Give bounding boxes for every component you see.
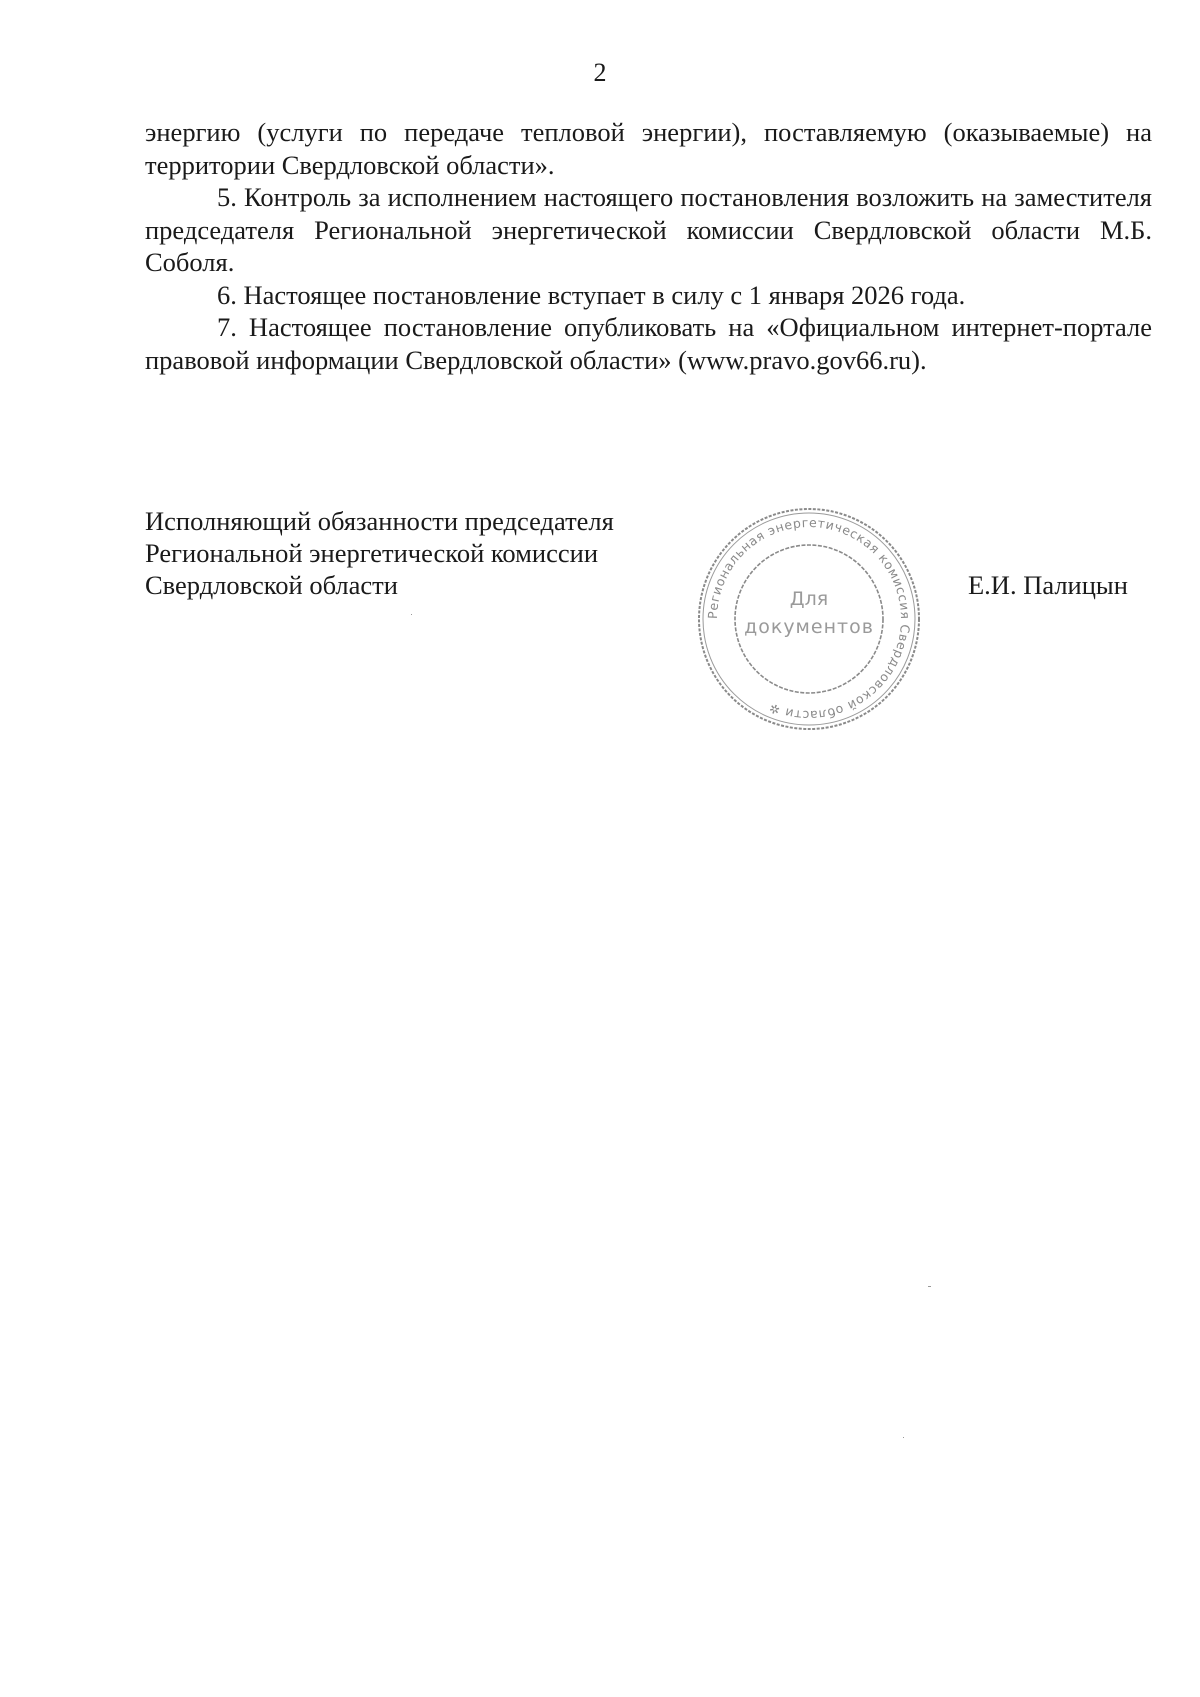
official-seal-stamp <box>693 503 925 735</box>
seal-center-text-line2: документов <box>744 616 874 638</box>
scan-speck <box>411 614 412 615</box>
document-body <box>145 116 1152 376</box>
paragraph-continuation: энергию (услуги по передаче тепловой энергии), поставляемую (оказываемые) на территории Свердловской области». <box>145 117 1152 180</box>
seal-stamp-graphic <box>693 503 925 735</box>
paragraph-6-effective-date: 6. Настоящее постановление вступает в силу с 1 января 2026 года. <box>217 279 966 310</box>
signer-name: Е.И. Палицын <box>968 570 1128 600</box>
signatory-title-line: Региональной энергетической комиссии <box>145 538 598 568</box>
seal-center-text-line1: Для <box>789 588 829 610</box>
page-number: 2 <box>593 58 607 87</box>
paragraph-7-publication: 7. Настоящее постановление опубликовать на «Официальном интернет-портале правовой информации Свердловской области» (www.pravo.gov66.ru). <box>145 312 1152 375</box>
scan-speck <box>903 1437 904 1438</box>
scan-speck <box>928 1286 931 1287</box>
seal-ring-text: Региональная энергетическая комиссия Свердловской области ✲ <box>704 514 914 724</box>
signatory-title-line: Свердловской области <box>145 570 398 600</box>
signatory-title <box>145 505 705 601</box>
paragraph-5-control: 5. Контроль за исполнением настоящего постановления возложить на заместителя председателя Региональной энергетической комиссии Свердловской области М.Б. Соболя. <box>145 182 1152 277</box>
signatory-title-line: Исполняющий обязанности председателя <box>145 506 614 536</box>
